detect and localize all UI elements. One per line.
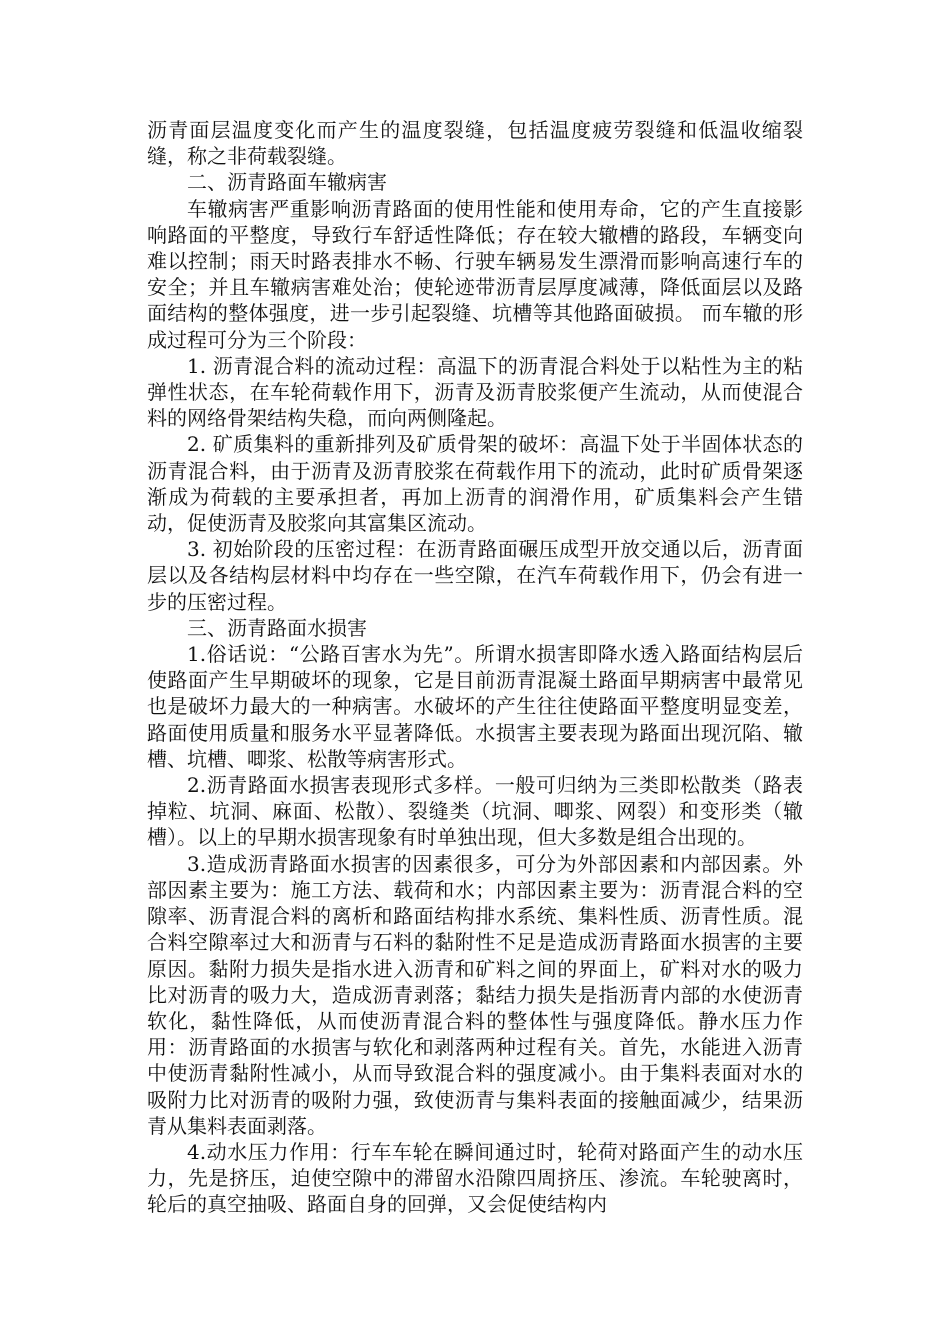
- list-item: 3. 初始阶段的压密过程：在沥青路面碾压成型开放交通以后，沥青面层以及各结构层材料中均存在一些空隙，在汽车荷载作用下，仍会有进一步的压密过程。: [147, 537, 803, 614]
- list-item: 2. 矿质集料的重新排列及矿质骨架的破坏：高温下处于半固体状态的沥青混合料，由于沥青及沥青胶浆在荷载作用下的流动，此时矿质骨架逐渐成为荷载的主要承担者，再加上沥青的润滑作用，矿质集料会产生错动，促使沥青及胶浆向其富集区流动。: [147, 432, 803, 536]
- list-item: 1.俗话说：“公路百害水为先”。所谓水损害即降水透入路面结构层后使路面产生早期破坏的现象，它是目前沥青混凝土路面早期病害中最常见也是破坏力最大的一种病害。水破坏的产生往往使路面平整度明显变差，路面使用质量和服务水平显著降低。水损害主要表现为路面出现沉陷、辙槽、坑槽、唧浆、松散等病害形式。: [147, 642, 803, 771]
- paragraph-text: 车辙病害严重影响沥青路面的使用性能和使用寿命，它的产生直接影响路面的平整度，导致行车舒适性降低；存在较大辙槽的路段，车辆变向难以控制；雨天时路表排水不畅、行驶车辆易发生漂滑而影响高速行车的安全；并且车辙病害难处治；使轮迹带沥青层厚度减薄，降低面层以及路面结构的整体强度，进一步引起裂缝、坑槽等其他路面破损。 而车辙的形成过程可分为三个阶段：: [147, 196, 803, 352]
- section-heading: 二、沥青路面车辙病害: [187, 170, 387, 195]
- paragraph-text: 沥青面层温度变化而产生的温度裂缝，包括温度疲劳裂缝和低温收缩裂缝，称之非荷载裂缝。: [147, 118, 803, 169]
- section-heading: 三、沥青路面水损害: [187, 615, 367, 640]
- document-page: [147, 117, 803, 1218]
- list-item: 3.造成沥青路面水损害的因素很多，可分为外部因素和内部因素。外部因素主要为：施工方法、载荷和水；内部因素主要为：沥青混合料的空隙率、沥青混合料的离析和路面结构排水系统、集料性质、沥青性质。混合料空隙率过大和沥青与石料的黏附性不足是造成沥青路面水损害的主要原因。黏附力损失是指水进入沥青和矿料之间的界面上，矿料对水的吸力比对沥青的吸力大，造成沥青剥落；黏结力损失是指沥青内部的水使沥青软化，黏性降低，从而使沥青混合料的整体性与强度降低。静水压力作用：沥青路面的水损害与软化和剥落两种过程有关。首先，水能进入沥青中使沥青黏附性减小，从而导致混合料的强度减小。由于集料表面对水的吸附力比对沥青的吸附力强，致使沥青与集料表面的接触面减少，结果沥青从集料表面剥落。: [147, 851, 803, 1138]
- list-item: 1. 沥青混合料的流动过程：高温下的沥青混合料处于以粘性为主的粘弹性状态，在车轮荷载作用下，沥青及沥青胶浆便产生流动，从而使混合料的网络骨架结构失稳，而向两侧隆起。: [147, 353, 803, 431]
- list-item: 2.沥青路面水损害表现形式多样。一般可归纳为三类即松散类（路表掉粒、坑洞、麻面、松散）、裂缝类（坑洞、唧浆、网裂）和变形类（辙槽）。以上的早期水损害现象有时单独出现，但大多数是组合出现的。: [147, 773, 803, 850]
- list-item: 4.动水压力作用：行车车轮在瞬间通过时，轮荷对路面产生的动水压力，先是挤压，迫使空隙中的滞留水沿隙四周挤压、渗流。车轮驶离时，轮后的真空抽吸、路面自身的回弹，又会促使结构内: [147, 1139, 803, 1217]
